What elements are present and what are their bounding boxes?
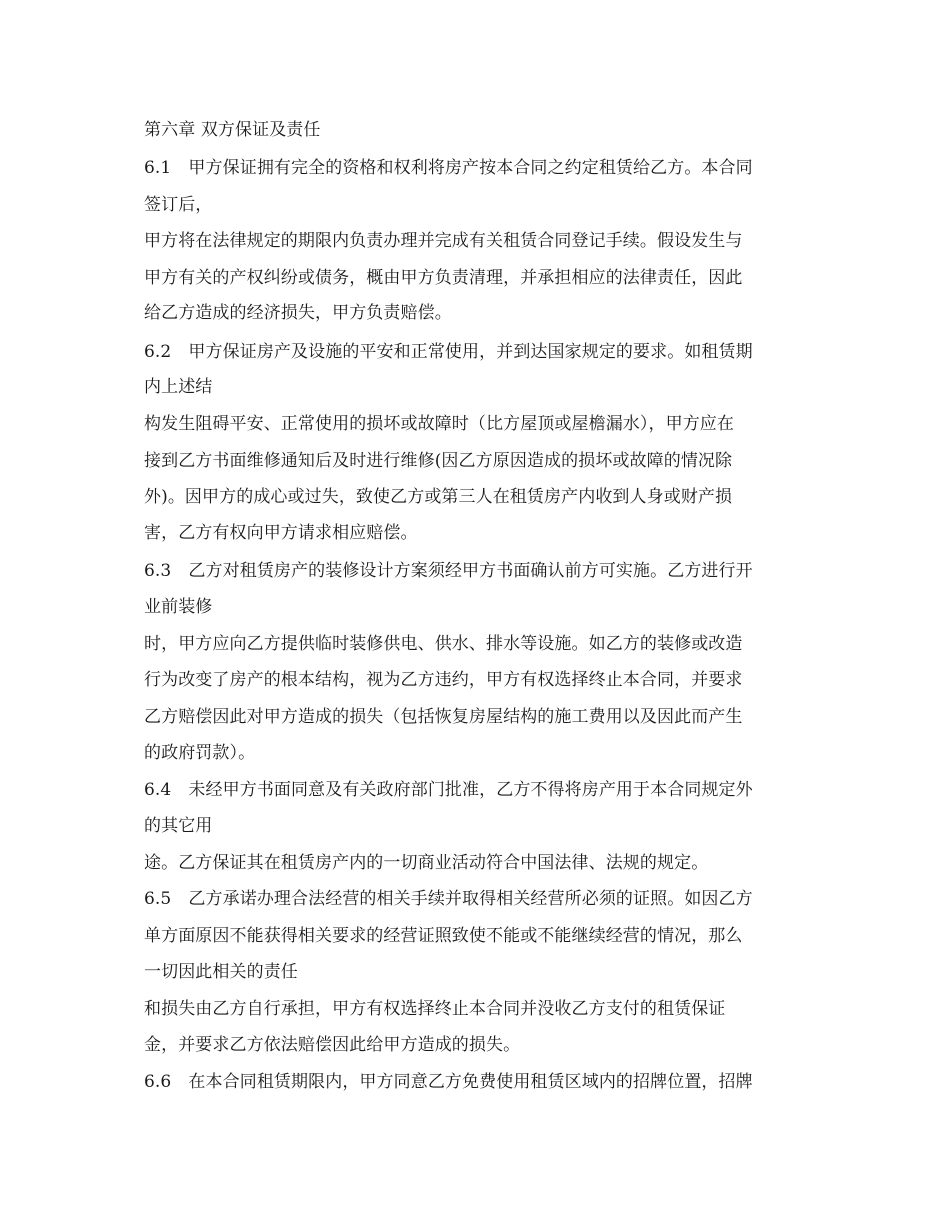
clause-6-4-line: 的其它用	[144, 816, 213, 836]
clause-6-3-line: 时，甲方应向乙方提供临时装修供电、供水、排水等设施。如乙方的装修或改造	[144, 634, 743, 654]
clause-6-2-line: 害，乙方有权向甲方请求相应赔偿。	[144, 523, 418, 543]
clause-6-1-line: 签订后，	[144, 195, 213, 215]
clause-6-1-line: 6.1 甲方保证拥有完全的资格和权利将房产按本合同之约定租赁给乙方。本合同	[144, 158, 753, 178]
clause-6-5-line: 和损失由乙方自行承担，甲方有权选择终止本合同并没收乙方支付的租赁保证	[144, 999, 726, 1019]
clause-6-5-line: 一切因此相关的责任	[144, 962, 298, 982]
clause-6-2-line: 构发生阻碍平安、正常使用的损坏或故障时（比方屋顶或屋檐漏水），甲方应在	[144, 414, 734, 434]
clause-6-3-line: 乙方赔偿因此对甲方造成的损失（包括恢复房屋结构的施工费用以及因此而产生	[144, 707, 743, 727]
clause-6-2-line: 外)。因甲方的成心或过失，致使乙方或第三人在租赁房产内收到人身或财产损	[144, 487, 733, 507]
clause-6-2-line: 6.2 甲方保证房产及设施的平安和正常使用，并到达国家规定的要求。如租赁期	[144, 342, 753, 362]
clause-6-4-line: 6.4 未经甲方书面同意及有关政府部门批准，乙方不得将房产用于本合同规定外	[144, 780, 753, 800]
clause-6-6-line: 6.6 在本合同租赁期限内，甲方同意乙方免费使用租赁区域内的招牌位置，招牌	[144, 1072, 753, 1092]
clause-6-2-line: 接到乙方书面维修通知后及时进行维修(因乙方原因造成的损坏或故障的情况除	[144, 451, 733, 471]
clause-6-5-line: 金，并要求乙方依法赔偿因此给甲方造成的损失。	[144, 1035, 521, 1055]
clause-6-5-line: 6.5 乙方承诺办理合法经营的相关手续并取得相关经营所必须的证照。如因乙方	[144, 889, 753, 909]
chapter-heading: 第六章 双方保证及责任	[144, 120, 321, 140]
clause-6-3-line: 行为改变了房产的根本结构，视为乙方违约，甲方有权选择终止本合同，并要求	[144, 670, 743, 690]
clause-6-5-line: 单方面原因不能获得相关要求的经营证照致使不能或不能继续经营的情况，那么	[144, 926, 743, 946]
clause-6-1-line: 甲方有关的产权纠纷或债务，概由甲方负责清理，并承担相应的法律责任，因此	[144, 268, 743, 288]
clause-6-4-line: 途。乙方保证其在租赁房产内的一切商业活动符合中国法律、法规的规定。	[144, 853, 709, 873]
clause-6-3-line: 的政府罚款）。	[144, 743, 256, 763]
clause-6-3-line: 业前装修	[144, 597, 213, 617]
clause-6-2-line: 内上述结	[144, 377, 213, 397]
clause-6-3-line: 6.3 乙方对租赁房产的装修设计方案须经甲方书面确认前方可实施。乙方进行开	[144, 561, 753, 581]
clause-6-1-line: 甲方将在法律规定的期限内负责办理并完成有关租赁合同登记手续。假设发生与	[144, 231, 743, 251]
clause-6-1-line: 给乙方造成的经济损失，甲方负责赔偿。	[144, 303, 452, 323]
